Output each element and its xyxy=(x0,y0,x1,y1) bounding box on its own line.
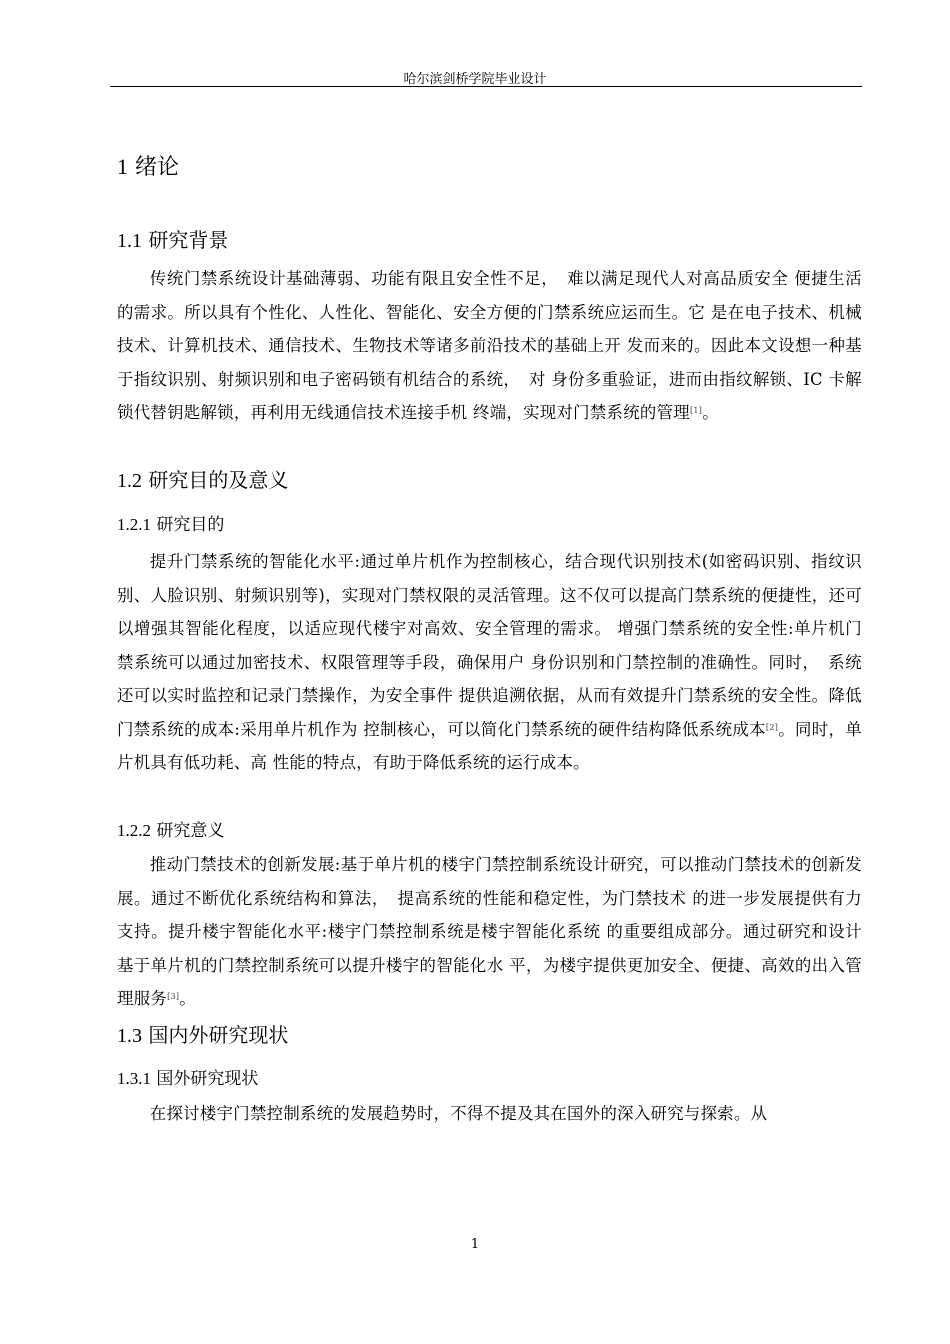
section-title: 国外研究现状 xyxy=(156,1069,259,1089)
section-1-1-heading xyxy=(117,224,228,253)
chapter-title xyxy=(117,150,179,181)
section-number: 1.3 xyxy=(117,1025,142,1047)
section-number: 1.2.1 xyxy=(117,515,151,534)
section-1-2-2-paragraph: 推动门禁技术的创新发展:基于单片机的楼宇门禁控制系统设计研究，可以推动门禁技术的创新发展。通过不断优化系统结构和算法， 提高系统的性能和稳定性，为门禁技术 的进一步发展提供有力支持。提升楼宇智能化水平:楼宇门禁控制系统是楼宇智能化系统 的重要组成部分。通过研究和设计基于单片机的门禁控制系统可以提升楼宇的智能化水 平，为楼宇提供更加安全、便捷、高效的出入管理服务[3]。 xyxy=(117,855,862,1008)
header-rule xyxy=(110,86,862,87)
page-header: 哈尔滨剑桥学院毕业设计 xyxy=(403,72,547,87)
section-title: 研究背景 xyxy=(148,228,229,252)
section-1-2-2-heading xyxy=(117,816,224,841)
citation-3: [3] xyxy=(167,992,180,1001)
citation-1: [1] xyxy=(690,406,703,415)
section-title: 研究意义 xyxy=(156,821,225,841)
chapter-title-text: 绪论 xyxy=(135,155,180,180)
section-title: 研究目的 xyxy=(156,515,225,535)
section-1-3-1-paragraph: 在探讨楼宇门禁控制系统的发展趋势时，不得不提及其在国外的深入研究与探索。从 xyxy=(149,1104,768,1123)
section-1-3-1-heading xyxy=(117,1064,258,1089)
section-title: 研究目的及意义 xyxy=(148,468,289,492)
section-number: 1.1 xyxy=(117,230,142,252)
section-number: 1.2.2 xyxy=(117,821,151,840)
citation-2: [2] xyxy=(765,722,779,732)
section-number: 1.2 xyxy=(117,470,142,492)
section-1-2-1-heading xyxy=(117,510,224,535)
section-1-2-heading xyxy=(117,464,288,493)
section-number: 1.3.1 xyxy=(117,1069,151,1088)
page-number: 1 xyxy=(470,1237,480,1252)
chapter-number: 1 xyxy=(117,154,128,179)
section-1-3-heading xyxy=(117,1019,288,1048)
section-1-1-paragraph: 传统门禁系统设计基础薄弱、功能有限且安全性不足， 难以满足现代人对高品质安全 便捷生活的需求。所以具有个性化、人性化、智能化、安全方便的门禁系统应运而生。它 是在电子技术、机械技术、计算机技术、通信技术、生物技术等诸多前沿技术的基础上开 发而来的。因此本文设想一种基于指纹识别、射频识别和电子密码锁有机结合的系统， 对 身份多重验证，进而由指纹解锁、IC 卡解锁代替钥匙解锁，再利用无线通信技术连接手机 终端，实现对门禁系统的管理[1]。 xyxy=(117,269,862,422)
section-title: 国内外研究现状 xyxy=(148,1023,289,1047)
section-1-2-1-paragraph: 提升门禁系统的智能化水平:通过单片机作为控制核心，结合现代识别技术(如密码识别、指纹识别、人脸识别、射频识别等)，实现对门禁权限的灵活管理。这不仅可以提高门禁系统的便捷性，还可以增强其智能化程度，以适应现代楼宇对高效、安全管理的需求。 增强门禁系统的安全性:单片机门禁系统可以通过加密技术、权限管理等手段，确保用户 身份识别和门禁控制的准确性。同时， 系统还可以实时监控和记录门禁操作，为安全事件 提供追溯依据，从而有效提升门禁系统的安全性。降低门禁系统的成本:采用单片机作为 控制核心，可以简化门禁系统的硬件结构降低系统成本[2]。同时，单片机具有低功耗、高 性能的特点，有助于降低系统的运行成本。 xyxy=(117,552,863,772)
